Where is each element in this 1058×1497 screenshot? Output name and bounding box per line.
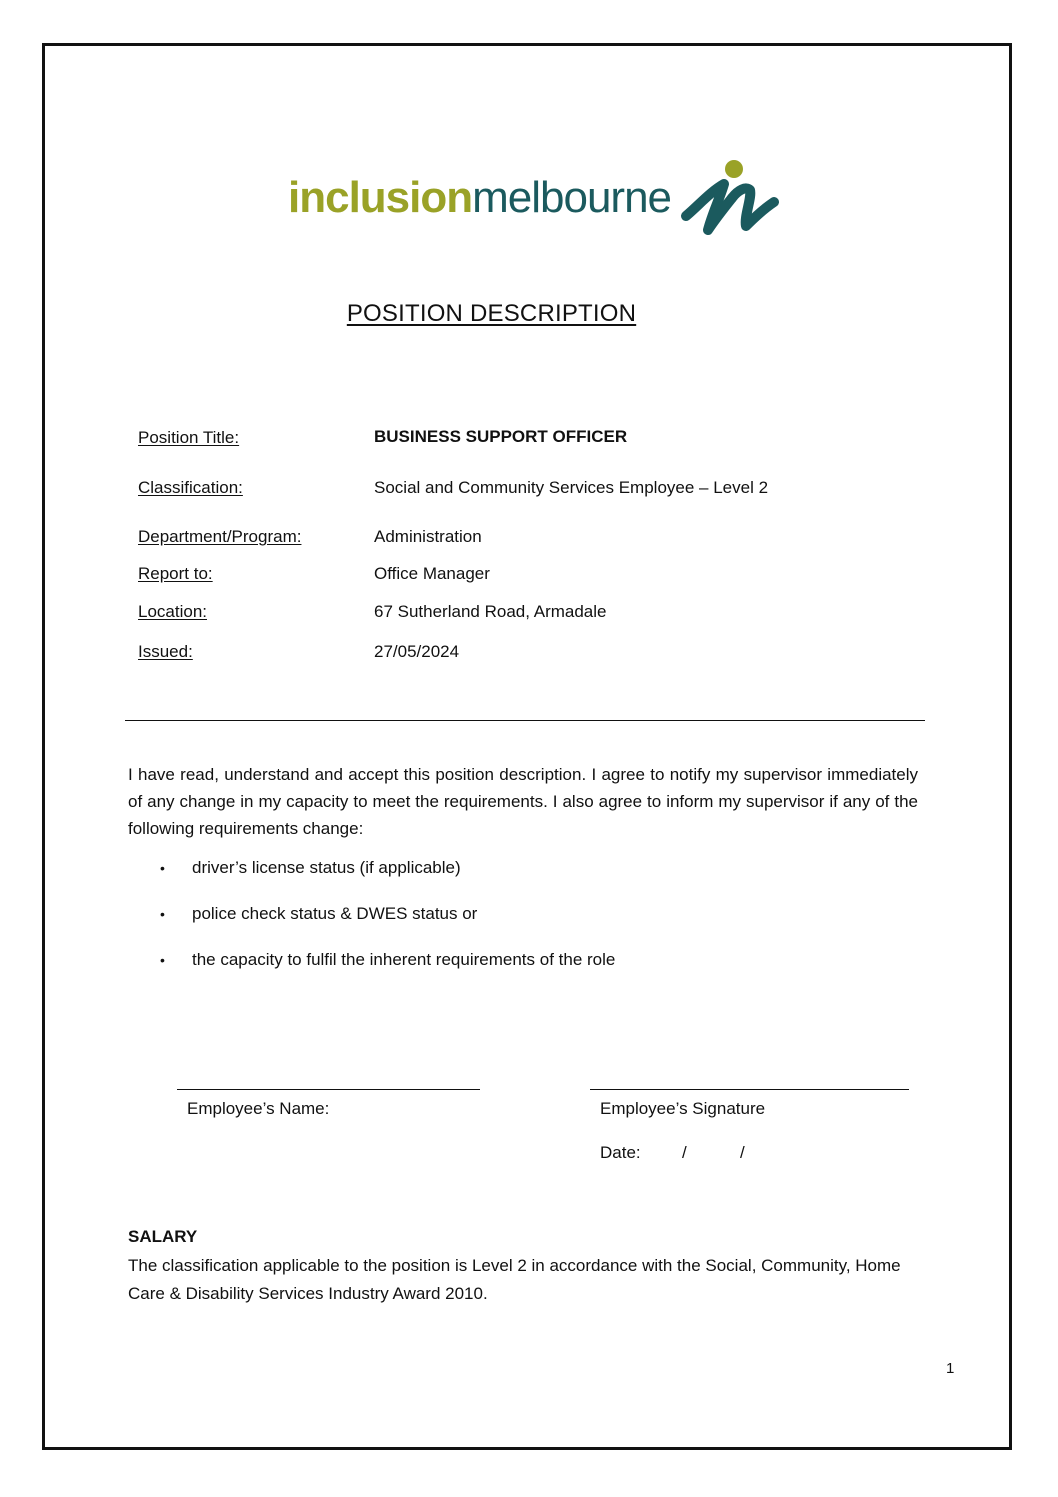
page-number: 1	[946, 1360, 955, 1377]
logo-word-melbourne: melbourne	[472, 173, 672, 222]
salary-heading: SALARY	[128, 1227, 198, 1246]
list-item-text: driver’s license status (if applicable)	[192, 858, 461, 877]
logo-mark-icon	[680, 154, 780, 236]
department-label: Department/Program:	[138, 527, 302, 546]
logo-word-inclusion: inclusion	[288, 173, 473, 222]
location-label: Location:	[138, 602, 207, 621]
employee-signature-line[interactable]	[590, 1089, 909, 1090]
list-item	[128, 854, 918, 900]
issued-label: Issued:	[138, 642, 193, 661]
bullet-icon: •	[160, 952, 165, 968]
inclusion-melbourne-logo	[288, 150, 788, 240]
employee-name-line[interactable]	[177, 1089, 480, 1090]
logo-mark-stroke-left	[686, 184, 732, 230]
salary-text: The classification applicable to the position is Level 2 in accordance with the Social, Community, Home Care & Disability Services Industry Award 2010.	[128, 1256, 901, 1303]
report-to-value: Office Manager	[374, 564, 490, 583]
list-item-text: the capacity to fulfil the inherent requirements of the role	[192, 950, 616, 969]
report-to-label: Report to:	[138, 564, 213, 583]
location-value: 67 Sutherland Road, Armadale	[374, 602, 607, 621]
issued-value: 27/05/2024	[374, 642, 460, 661]
document-title: POSITION DESCRIPTION	[346, 300, 637, 327]
position-title-label: Position Title:	[138, 428, 240, 447]
classification-label: Classification:	[138, 478, 243, 497]
employee-name-label: Employee’s Name:	[187, 1099, 330, 1118]
logo-mark-dot	[725, 160, 743, 178]
section-divider	[125, 720, 925, 721]
logo-wordmark	[288, 173, 672, 222]
employee-signature-label: Employee’s Signature	[600, 1099, 766, 1118]
declaration-text: I have read, understand and accept this position description. I agree to notify my supervisor immediately of any change in my capacity to meet the requirements. I also agree to inform my supervisor if any of the following requirements change:	[128, 765, 918, 838]
logo-mark-stroke-right	[732, 188, 774, 226]
list-item-text: police check status & DWES status or	[192, 904, 478, 923]
classification-value: Social and Community Services Employee – Level 2	[374, 478, 769, 497]
date-separator-2: /	[740, 1143, 745, 1162]
date-field[interactable]	[600, 1143, 745, 1163]
date-separator-1: /	[682, 1143, 687, 1162]
list-item	[128, 946, 918, 992]
position-title-value: BUSINESS SUPPORT OFFICER	[374, 427, 628, 446]
requirements-list	[128, 854, 918, 992]
list-item	[128, 900, 918, 946]
bullet-icon: •	[160, 906, 165, 922]
department-value: Administration	[374, 527, 482, 546]
bullet-icon: •	[160, 860, 165, 876]
date-label: Date:	[600, 1143, 641, 1162]
